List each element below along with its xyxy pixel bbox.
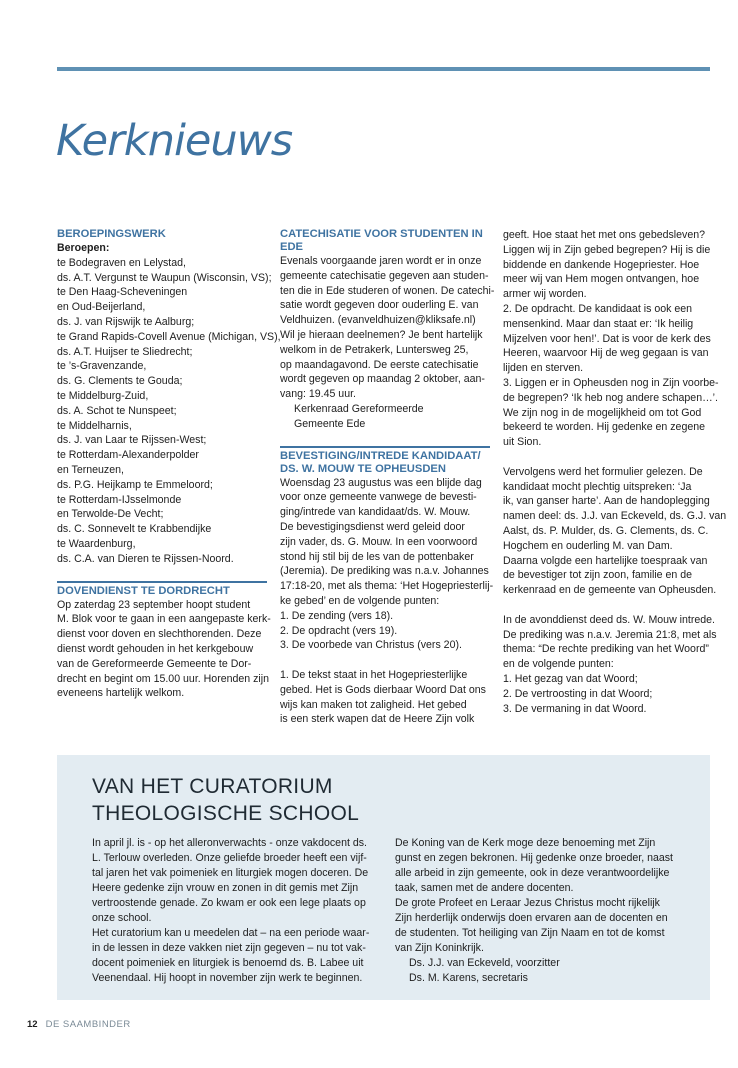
page-title: Kerknieuws bbox=[56, 116, 293, 166]
text-line: gemeente catechisatie gegeven aan studen- bbox=[280, 269, 489, 282]
list-item: ds. A.T. Huijser te Sliedrecht; bbox=[57, 345, 193, 358]
list-item: en Terwolde-De Vecht; bbox=[57, 508, 164, 521]
beroepingswerk-list bbox=[57, 256, 281, 567]
text-line: voor onze gemeente vanwege de bevesti- bbox=[280, 491, 477, 504]
text-line: Heere gedenke zijn vrouw en zonen in dit gemis met Zijn bbox=[92, 882, 359, 894]
text-line: M. Blok voor te gaan in een aangepaste kerk- bbox=[57, 613, 271, 626]
page-footer bbox=[27, 1019, 131, 1030]
bevestiging-body-part-2 bbox=[503, 228, 727, 716]
list-item: te Rotterdam-Alexanderpolder bbox=[57, 449, 199, 462]
section-heading-catechisatie: CATECHISATIE VOOR STUDENTEN IN EDE bbox=[280, 228, 483, 253]
bevestiging-body-part-1 bbox=[280, 476, 494, 728]
text-line: welkom in de Petrakerk, Luntersweg 25, bbox=[280, 343, 469, 356]
text-line: van Zijn Koninkrijk. bbox=[395, 942, 484, 954]
list-item: ds. A.T. Vergunst te Waupun (Wisconsin, VS); bbox=[57, 271, 272, 284]
text-line: Mijzelven voor hen!’. Dat is voor de kerk des bbox=[503, 332, 711, 345]
text-line: Daarna volgde een hartelijke toespraak van bbox=[503, 554, 708, 567]
list-item: en Terneuzen, bbox=[57, 463, 124, 476]
text-line: De bevestigingsdienst werd geleid door bbox=[280, 520, 465, 533]
section-heading-dovendienst: DOVENDIENST TE DORDRECHT bbox=[57, 581, 267, 598]
text-line: In de avonddienst deed ds. W. Mouw intrede. bbox=[503, 613, 716, 626]
text-line: De Koning van de Kerk moge deze benoeming met Zijn bbox=[395, 837, 656, 849]
signature-line: Kerkenraad Gereformeerde bbox=[294, 402, 424, 415]
text-line: in de lessen in deze vakken niet zijn gegeven – nu tot vak- bbox=[92, 942, 366, 954]
text-line: Heeren, waarvoor Hij de weg gegaan is van bbox=[503, 347, 709, 360]
text-line: drecht en begint om 15.00 uur. Horenden zijn bbox=[57, 672, 270, 685]
list-item: te Waardenburg, bbox=[57, 537, 136, 550]
paragraph-gap bbox=[280, 653, 490, 668]
text-line: is een sterk wapen dat de Heere Zijn volk bbox=[280, 713, 475, 726]
text-line: kandidaat mocht plechtig uitspreken: ‘Ja bbox=[503, 480, 692, 493]
list-item: ds. C.A. van Dieren te Rijssen-Noord. bbox=[57, 552, 234, 565]
list-item: ds. A. Schot te Nunspeet; bbox=[57, 404, 177, 417]
publication-name: DE SAAMBINDER bbox=[45, 1019, 131, 1030]
paragraph-gap bbox=[503, 450, 715, 465]
text-line: 17:18-20, met als thema: ‘Het Hogepriesterlij- bbox=[280, 580, 494, 593]
text-line: Hogchem en ouderling M. van Dam. bbox=[503, 539, 673, 552]
text-line: geeft. Hoe staat het met ons gebedsleven? bbox=[503, 229, 706, 241]
list-item: ds. J. van Rijswijk te Aalburg; bbox=[57, 315, 195, 328]
column-3 bbox=[503, 228, 727, 716]
list-item: te Den Haag-Scheveningen bbox=[57, 286, 188, 299]
section-heading-bevestiging bbox=[280, 446, 490, 476]
list-item: 3. De vermaning in dat Woord. bbox=[503, 702, 647, 715]
text-line: Veenendaal. Hij hoopt in november zijn werk te beginnen. bbox=[92, 972, 363, 984]
text-line: wijs kan maken tot zaligheid. Het gebed bbox=[280, 698, 467, 711]
text-line: en de volgende punten: bbox=[503, 658, 614, 671]
curatorium-column-2 bbox=[395, 836, 685, 986]
title-line: THEOLOGISCHE SCHOOL bbox=[92, 802, 360, 825]
text-line: De prediking was n.a.v. Jeremia 21:8, met als bbox=[503, 628, 717, 641]
list-item: te Grand Rapids-Covell Avenue (Michigan, VS), bbox=[57, 330, 281, 343]
paragraph-gap bbox=[503, 598, 715, 613]
text-line: van de Gereformeerde Gemeente te Dor- bbox=[57, 657, 252, 670]
text-line: thema: “De rechte prediking van het Woord” bbox=[503, 643, 709, 656]
text-line: Het curatorium kan u meedelen dat – na een periode waar- bbox=[92, 927, 370, 939]
text-line: tal jaren het vak poimeniek en liturgiek mogen doceren. De bbox=[92, 867, 369, 879]
text-line: docent poimeniek en liturgiek is benoemd ds. B. Labee uit bbox=[92, 957, 364, 969]
text-line: dienst wordt gehouden in het kerkgebouw bbox=[57, 642, 254, 655]
beroepen-subheading: Beroepen: bbox=[57, 242, 110, 254]
text-line: 1. De tekst staat in het Hogepriesterlijke bbox=[280, 668, 468, 681]
list-item: ds. G. Clements te Gouda; bbox=[57, 375, 183, 388]
text-line: Evenals voorgaande jaren wordt er in onze bbox=[280, 255, 482, 267]
text-line: de begrepen? ‘Ik heb nog andere schapen…’. bbox=[503, 391, 718, 404]
text-line: uit Sion. bbox=[503, 436, 542, 449]
text-line: ke gebed’ en de volgende punten: bbox=[280, 594, 440, 607]
text-line: taak, samen met de andere docenten. bbox=[395, 882, 574, 894]
text-line: gunst en zegen bekronen. Hij gedenke onze broeder, naast bbox=[395, 852, 673, 864]
text-line: 2. De opdracht. De kandidaat is ook een bbox=[503, 302, 693, 315]
text-line: Op zaterdag 23 september hoopt student bbox=[57, 598, 251, 611]
text-line: alle arbeid in zijn gemeente, ook in deze verantwoordelijke bbox=[395, 867, 670, 879]
signature-line: Ds. J.J. van Eckeveld, voorzitter bbox=[409, 957, 560, 969]
list-item: 1. Het gezag van dat Woord; bbox=[503, 672, 638, 685]
text-line: mensenkind. Maar dan staat er: ‘Ik heilig bbox=[503, 317, 694, 330]
section-heading-beroepingswerk: BEROEPINGSWERK bbox=[57, 228, 166, 240]
title-line: VAN HET CURATORIUM bbox=[92, 775, 333, 798]
text-line: kerkenraad en de gemeente van Opheusden. bbox=[503, 584, 717, 597]
text-line: In april jl. is - op het alleronverwachts - onze vakdocent ds. bbox=[92, 837, 367, 849]
text-line: (Jeremia). De prediking was n.a.v. Johannes bbox=[280, 565, 489, 578]
text-line: De grote Profeet en Leraar Jezus Christus mocht rijkelijk bbox=[395, 897, 660, 909]
column-1 bbox=[57, 228, 281, 701]
curatorium-box bbox=[57, 755, 710, 1000]
text-line: bekeerd te worden. Hij gedenke en zegene bbox=[503, 421, 706, 434]
text-line: vang: 19.45 uur. bbox=[280, 388, 356, 401]
text-line: dienst voor doven en slechthorenden. Deze bbox=[57, 628, 262, 641]
text-line: Veldhuizen. (evanveldhuizen@kliksafe.nl) bbox=[280, 314, 476, 327]
dovendienst-body bbox=[57, 598, 271, 702]
text-line: de studenten. Tot heiliging van Zijn Naam en tot de komst bbox=[395, 927, 665, 939]
signature-line: Gemeente Ede bbox=[294, 417, 366, 430]
text-line: ik, van ganser harte’. Aan de handoplegging bbox=[503, 495, 710, 508]
curatorium-column-1 bbox=[92, 836, 377, 986]
text-line: onze school. bbox=[92, 912, 152, 924]
text-line: de bevestiger tot zijn zoon, familie en de bbox=[503, 569, 693, 582]
text-line: armer wij worden. bbox=[503, 288, 587, 301]
catechisatie-body bbox=[280, 254, 495, 432]
list-item: 3. De voorbede van Christus (vers 20). bbox=[280, 639, 462, 652]
list-item: te Bodegraven en Lelystad, bbox=[57, 256, 186, 269]
text-line: lijden en sterven. bbox=[503, 362, 584, 375]
list-item: te Middelharnis, bbox=[57, 419, 132, 432]
list-item: ds. P.G. Heijkamp te Emmeloord; bbox=[57, 478, 213, 491]
text-line: 3. Liggen er in Opheusden nog in Zijn voorbe- bbox=[503, 376, 719, 389]
list-item: 2. De vertroosting in dat Woord; bbox=[503, 687, 653, 700]
list-item: ds. J. van Laar te Rijssen-West; bbox=[57, 434, 207, 447]
text-line: wordt gegeven op maandag 2 oktober, aan- bbox=[280, 373, 485, 386]
text-line: vertroostende genade. Zo kwam er ook een lege plaats op bbox=[92, 897, 366, 909]
text-line: Woensdag 23 augustus was een blijde dag bbox=[280, 476, 482, 489]
list-item: te Middelburg-Zuid, bbox=[57, 389, 149, 402]
text-line: namen deel: ds. J.J. van Eckeveld, ds. G.J. van bbox=[503, 510, 727, 523]
list-item: ds. C. Sonnevelt te Krabbendijke bbox=[57, 523, 212, 536]
curatorium-title bbox=[92, 773, 359, 827]
list-item: te Rotterdam-IJsselmonde bbox=[57, 493, 182, 506]
page-number: 12 bbox=[27, 1019, 38, 1030]
text-line: We zijn nog in de mogelijkheid om tot God bbox=[503, 406, 702, 419]
list-item: en Oud-Beijerland, bbox=[57, 301, 146, 314]
text-line: Wil je hieraan deelnemen? Je bent hartelijk bbox=[280, 328, 483, 341]
text-line: ten die in Ede studeren of wonen. De catechi- bbox=[280, 284, 495, 297]
text-line: meer wij van Hem mogen ontvangen, hoe bbox=[503, 273, 700, 286]
heading-line: DS. W. MOUW TE OPHEUSDEN bbox=[280, 462, 446, 475]
text-line: Aalst, ds. P. Mulder, ds. G. Clements, ds. C. bbox=[503, 524, 709, 537]
text-line: op maandagavond. De eerste catechisatie bbox=[280, 358, 479, 371]
text-line: satie wordt gegeven door ouderling E. van bbox=[280, 299, 479, 312]
text-line: stond hij stil bij de les van de pottenbaker bbox=[280, 550, 474, 563]
text-line: Liggen wij in Zijn gebed begrepen? Hij is die bbox=[503, 243, 711, 256]
list-item: te ’s-Gravenzande, bbox=[57, 360, 147, 373]
text-line: biddende en dankende Hogepriester. Hoe bbox=[503, 258, 700, 271]
signature-line: Ds. M. Karens, secretaris bbox=[409, 972, 528, 984]
list-item: 1. De zending (vers 18). bbox=[280, 609, 394, 622]
column-2 bbox=[280, 228, 495, 727]
text-line: Zijn herderlijk onderwijs doen ervaren aan de docenten en bbox=[395, 912, 668, 924]
text-line: zijn vader, ds. G. Mouw. In een voorwoord bbox=[280, 535, 478, 548]
text-line: L. Terlouw overleden. Onze geliefde broeder heeft een vijf- bbox=[92, 852, 367, 864]
list-item: 2. De opdracht (vers 19). bbox=[280, 624, 398, 637]
text-line: ging/intrede van kandidaat/ds. W. Mouw. bbox=[280, 506, 471, 519]
text-line: gebed. Het is Gods dierbaar Woord Dat ons bbox=[280, 683, 486, 696]
text-line: eveneens hartelijk welkom. bbox=[57, 687, 185, 700]
heading-line: BEVESTIGING/INTREDE KANDIDAAT/ bbox=[280, 449, 481, 462]
top-rule bbox=[57, 67, 710, 71]
text-line: Vervolgens werd het formulier gelezen. De bbox=[503, 465, 703, 478]
